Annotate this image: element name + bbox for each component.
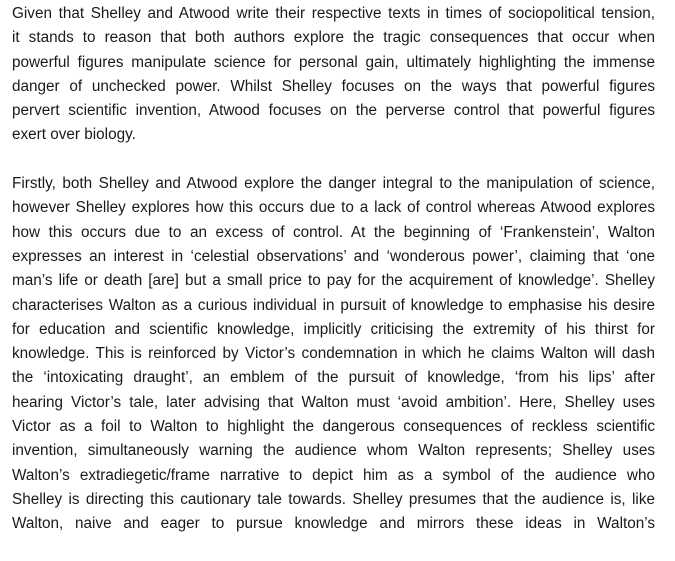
text-line: however Shelley explores how this occurs due to a lack of control whereas Atwood explores xyxy=(12,199,655,217)
text-line: exert over biology. xyxy=(12,126,136,144)
text-line: Walton, naive and eager to pursue knowledge and mirrors these ideas in Walton’s xyxy=(12,515,655,533)
text-line: hearing Victor’s tale, later advising that Walton must ‘avoid ambition’. Here, Shelley uses xyxy=(12,393,655,411)
text-line: Given that Shelley and Atwood write their respective texts in times of sociopolitical tension, xyxy=(12,5,655,22)
paragraph-intro xyxy=(12,2,655,148)
text-line: invention, simultaneously warning the audience whom Walton represents; Shelley uses xyxy=(12,442,655,460)
text-line: powerful figures manipulate science for personal gain, ultimately highlighting the immense xyxy=(12,53,655,71)
text-line: expresses an interest in ‘celestial observations’ and ‘wonderous power’, claiming that ‘one xyxy=(12,247,655,265)
text-line: the ‘intoxicating draught’, an emblem of the pursuit of knowledge, ‘from his lips’ after xyxy=(12,369,655,387)
text-line: man’s life or death [are] but a small price to pay for the acquirement of knowledge’. Shelley xyxy=(12,272,655,290)
text-line: Walton’s extradiegetic/frame narrative to depict him as a symbol of the audience who xyxy=(12,466,655,484)
text-line: characterises Walton as a curious individual in pursuit of knowledge to emphasise his desire xyxy=(12,296,655,314)
text-line: it stands to reason that both authors explore the tragic consequences that occur when xyxy=(12,29,655,47)
text-line: Firstly, both Shelley and Atwood explore the danger integral to the manipulation of science, xyxy=(12,175,655,193)
paragraph-body xyxy=(12,172,655,536)
text-line: Shelley is directing this cautionary tale towards. Shelley presumes that the audience is, like xyxy=(12,490,655,508)
text-line: Victor as a foil to Walton to highlight the dangerous consequences of reckless scientific xyxy=(12,418,655,436)
text-line: for education and scientific knowledge, implicitly criticising the extremity of his thirst for xyxy=(12,320,655,338)
text-line: knowledge. This is reinforced by Victor’s condemnation in which he claims Walton will dash xyxy=(12,345,655,363)
text-line: danger of unchecked power. Whilst Shelley focuses on the ways that powerful figures xyxy=(12,77,655,95)
text-line: how this occurs due to an excess of control. At the beginning of ‘Frankenstein’, Walton xyxy=(12,223,655,241)
text-line: pervert scientific invention, Atwood focuses on the perverse control that powerful figures xyxy=(12,102,655,120)
document-body xyxy=(12,2,655,561)
